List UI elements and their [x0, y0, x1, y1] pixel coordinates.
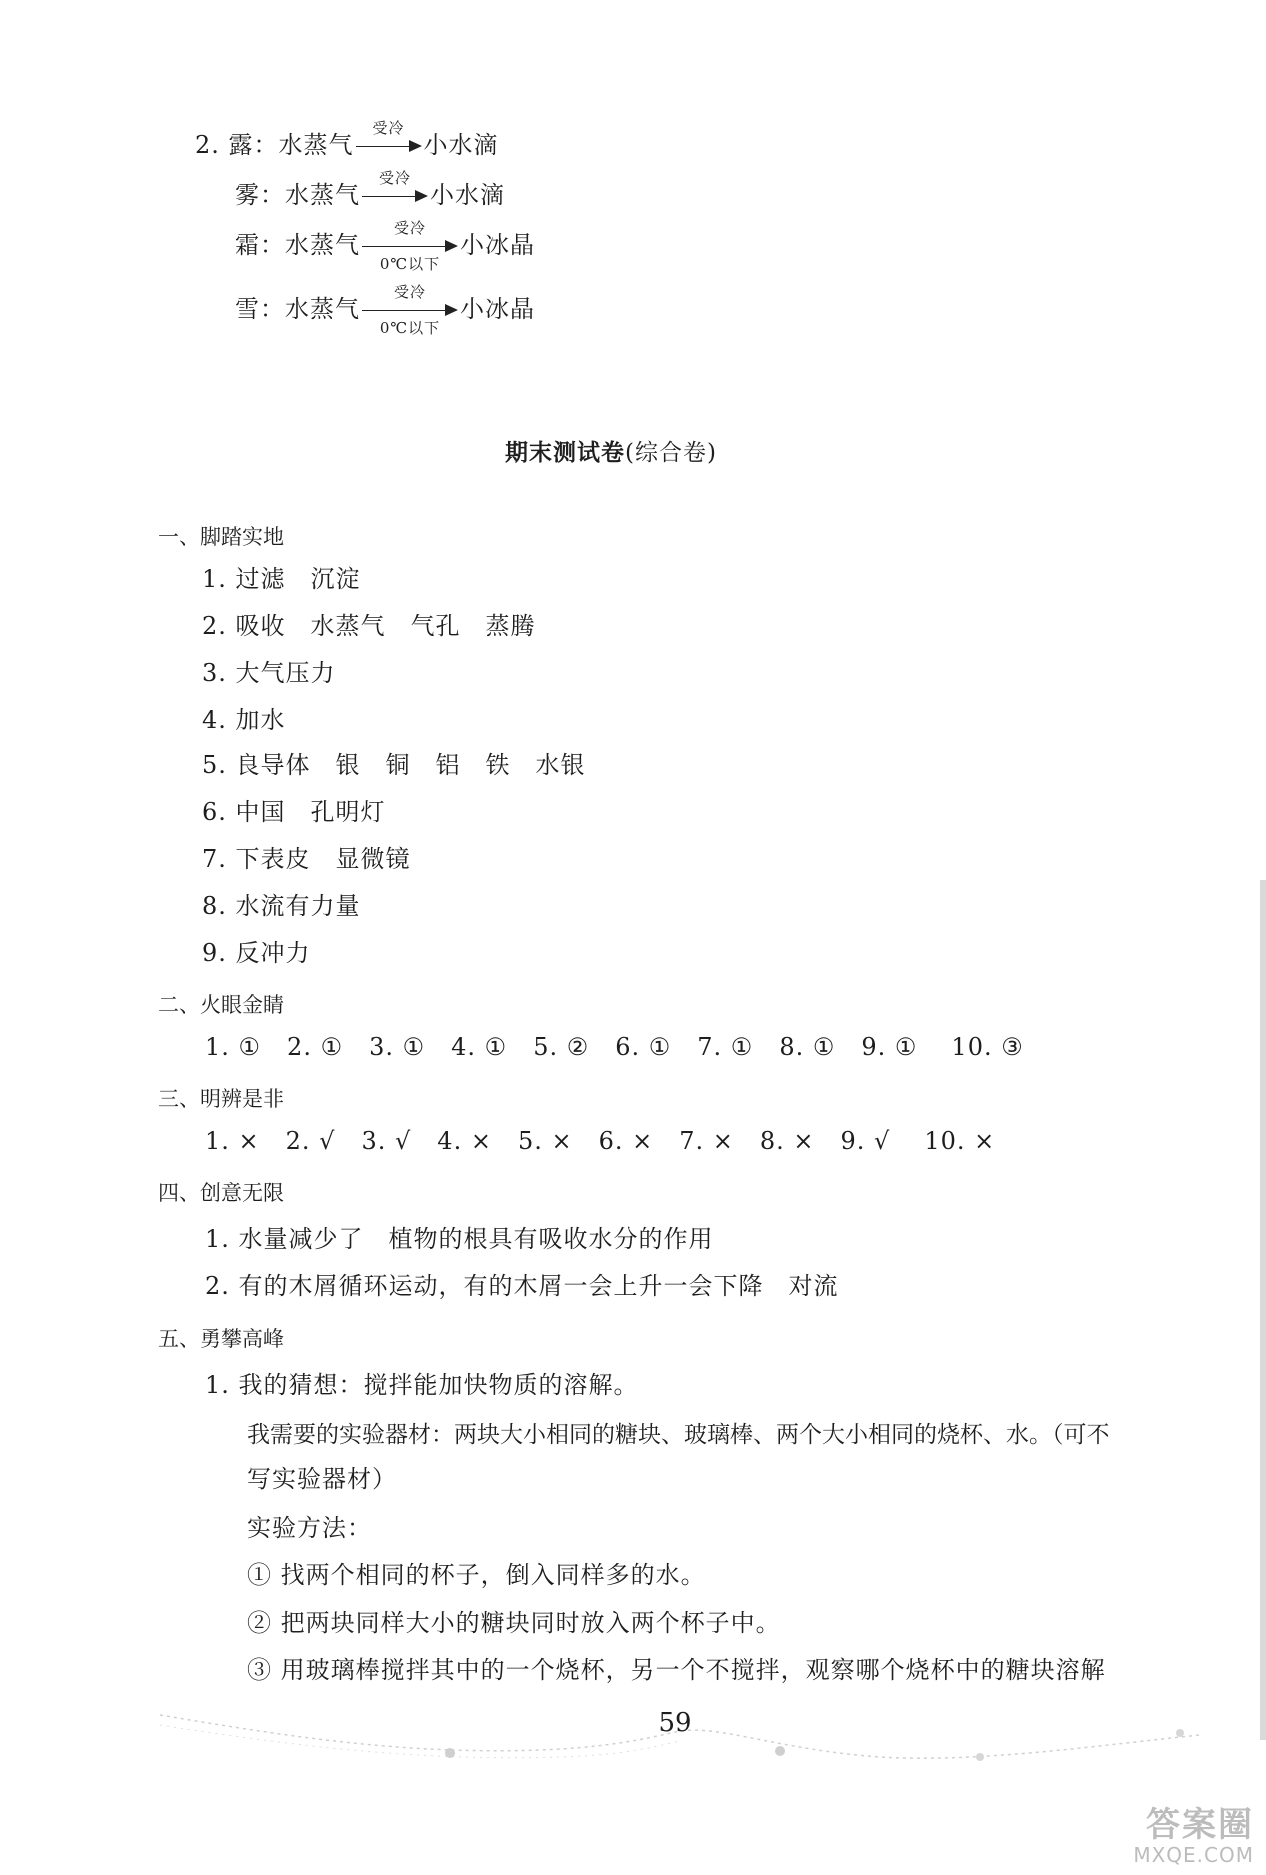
answer-item: 9. 反冲力: [202, 939, 311, 967]
answer-item: 5. 良导体 银 铜 铝 铁 水银: [202, 751, 586, 779]
dew-line: 2. 露：水蒸气 受冷 小水滴: [195, 128, 499, 164]
answer-line: ③ 用玻璃棒搅拌其中的一个烧杯，另一个不搅拌，观察哪个烧杯中的糖块溶解: [247, 1656, 1106, 1684]
answer-line: ② 把两块同样大小的糖块同时放入两个杯子中。: [247, 1609, 781, 1637]
section-heading: 二、火眼金睛: [158, 993, 284, 1017]
snow-line: 雪：水蒸气 受冷 0℃以下 小冰晶: [235, 282, 535, 337]
answer-item: 7. 下表皮 显微镜: [202, 845, 411, 873]
answer-item: 2. 吸收 水蒸气 气孔 蒸腾: [202, 612, 536, 640]
reaction-arrow: 受冷: [356, 130, 422, 164]
section-heading: 四、创意无限: [158, 1181, 284, 1205]
fog-line: 雾：水蒸气 受冷 小水滴: [235, 178, 505, 214]
answer-item: 4. 加水: [202, 706, 286, 734]
answer-line: 我需要的实验器材：两块大小相同的糖块、玻璃棒、两个大小相同的烧杯、水。（可不: [247, 1422, 1110, 1448]
reaction-arrow: 受冷 0℃以下: [362, 294, 458, 328]
answer-item: 8. 水流有力量: [202, 892, 361, 920]
answer-line: 写实验器材）: [247, 1465, 397, 1493]
true-false-answers: 1. × 2. √ 3. √ 4. × 5. × 6. × 7. × 8. × 9. √ 10. ×: [205, 1127, 996, 1155]
reaction-arrow: 受冷: [362, 180, 428, 214]
answer-item: 3. 大气压力: [202, 659, 336, 687]
page-edge-shadow: [1260, 880, 1266, 1740]
frost-line: 霜：水蒸气 受冷 0℃以下 小冰晶: [235, 218, 535, 273]
watermark: 答案圈 MXQE.COM: [1133, 1805, 1254, 1867]
reaction-arrow: 受冷 0℃以下: [362, 230, 458, 264]
answer-line: 实验方法：: [247, 1514, 372, 1542]
answer-item: 1. 过滤 沉淀: [202, 565, 361, 593]
section-heading: 三、明辨是非: [158, 1087, 284, 1111]
section-heading: 一、脚踏实地: [158, 525, 284, 549]
answer-line: 1. 我的猜想：搅拌能加快物质的溶解。: [205, 1371, 639, 1399]
answer-item: 6. 中国 孔明灯: [202, 798, 386, 826]
answer-item: 2. 有的木屑循环运动，有的木屑一会上升一会下降 对流: [205, 1272, 839, 1300]
answer-item: 1. 水量减少了 植物的根具有吸收水分的作用: [205, 1225, 714, 1253]
page-title: 期末测试卷(综合卷): [505, 439, 717, 466]
choice-answers: 1. ① 2. ① 3. ① 4. ① 5. ② 6. ① 7. ① 8. ① 9. ① 10. ③: [205, 1033, 1024, 1061]
section-heading: 五、勇攀高峰: [158, 1327, 284, 1351]
answer-line: ① 找两个相同的杯子，倒入同样多的水。: [247, 1561, 706, 1589]
page-number: 59: [658, 1708, 692, 1738]
